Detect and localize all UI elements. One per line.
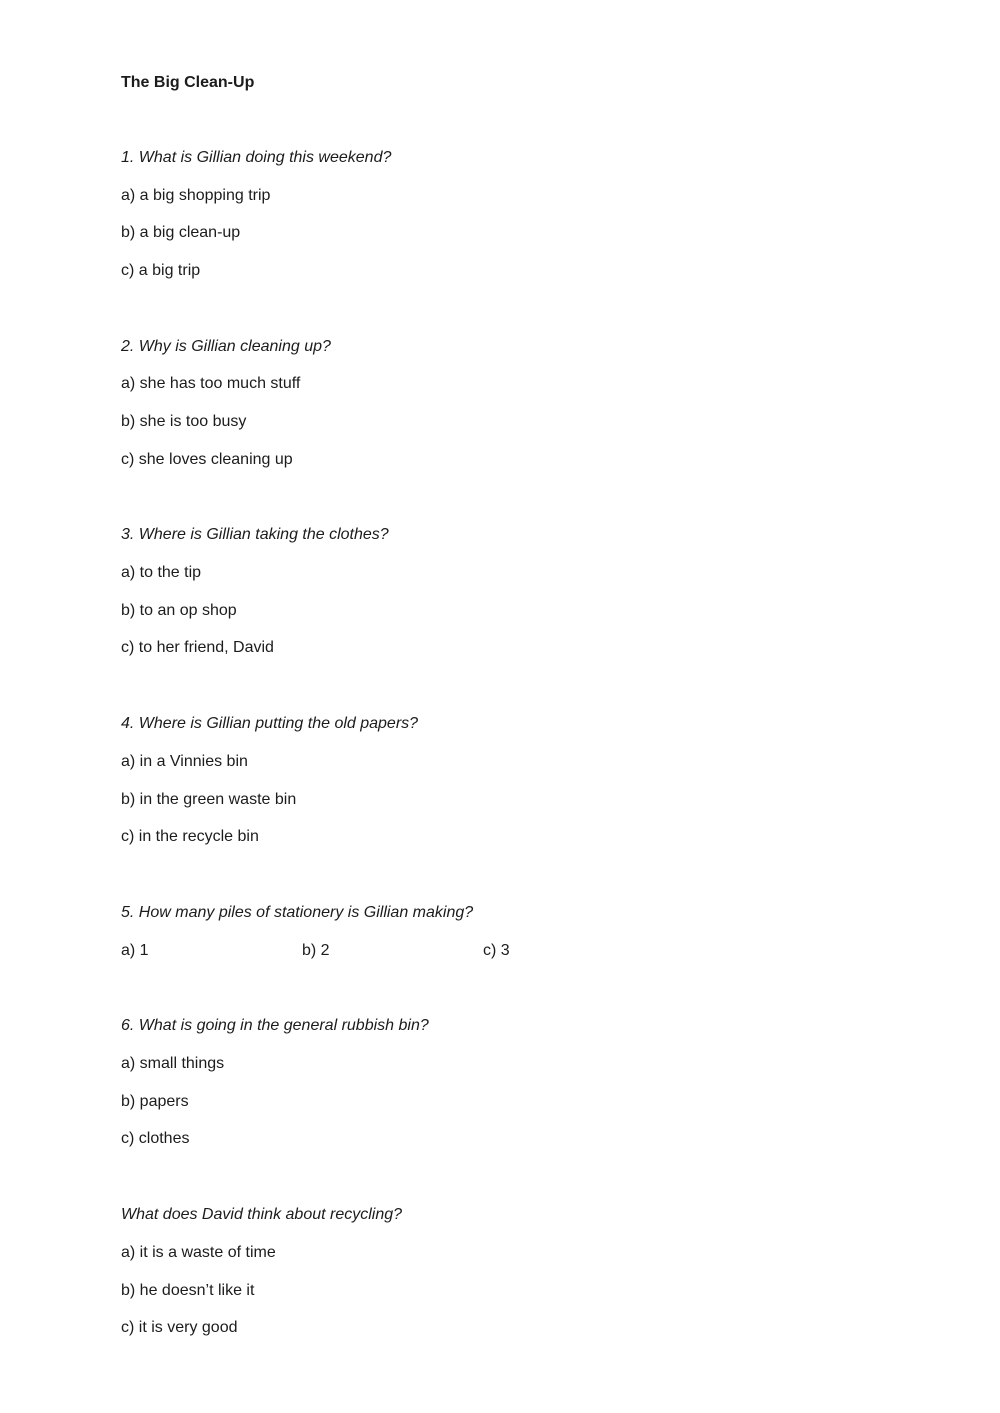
question-1: 1. What is Gillian doing this weekend? xyxy=(121,149,392,166)
question-5: 5. How many piles of stationery is Gillian making? xyxy=(121,904,474,921)
question-5-option-b[interactable]: b) 2 xyxy=(302,942,330,959)
question-7: What does David think about recycling? xyxy=(121,1206,403,1223)
question-4-option-a[interactable]: a) in a Vinnies bin xyxy=(121,753,248,770)
question-2: 2. Why is Gillian cleaning up? xyxy=(121,338,331,355)
question-2-option-c[interactable]: c) she loves cleaning up xyxy=(121,451,293,468)
question-7-option-a[interactable]: a) it is a waste of time xyxy=(121,1244,276,1261)
question-4-option-c[interactable]: c) in the recycle bin xyxy=(121,828,259,845)
question-7-option-b[interactable]: b) he doesn’t like it xyxy=(121,1282,255,1299)
question-4-option-b[interactable]: b) in the green waste bin xyxy=(121,791,297,808)
question-3-option-c[interactable]: c) to her friend, David xyxy=(121,639,274,656)
question-5-option-c[interactable]: c) 3 xyxy=(483,942,510,959)
question-1-option-c[interactable]: c) a big trip xyxy=(121,262,201,279)
question-2-option-a[interactable]: a) she has too much stuff xyxy=(121,375,301,392)
question-1-option-b[interactable]: b) a big clean-up xyxy=(121,224,241,241)
question-6-option-a[interactable]: a) small things xyxy=(121,1055,225,1072)
question-6-option-b[interactable]: b) papers xyxy=(121,1093,189,1110)
question-3-option-a[interactable]: a) to the tip xyxy=(121,564,202,581)
question-5-option-a[interactable]: a) 1 xyxy=(121,942,149,959)
question-2-option-b[interactable]: b) she is too busy xyxy=(121,413,247,430)
question-3-option-b[interactable]: b) to an op shop xyxy=(121,602,237,619)
question-1-option-a[interactable]: a) a big shopping trip xyxy=(121,187,271,204)
question-6-option-c[interactable]: c) clothes xyxy=(121,1130,190,1147)
question-7-option-c[interactable]: c) it is very good xyxy=(121,1319,238,1336)
question-6: 6. What is going in the general rubbish bin? xyxy=(121,1017,429,1034)
question-4: 4. Where is Gillian putting the old papers? xyxy=(121,715,419,732)
question-3: 3. Where is Gillian taking the clothes? xyxy=(121,526,389,543)
worksheet-title: The Big Clean-Up xyxy=(121,74,255,91)
